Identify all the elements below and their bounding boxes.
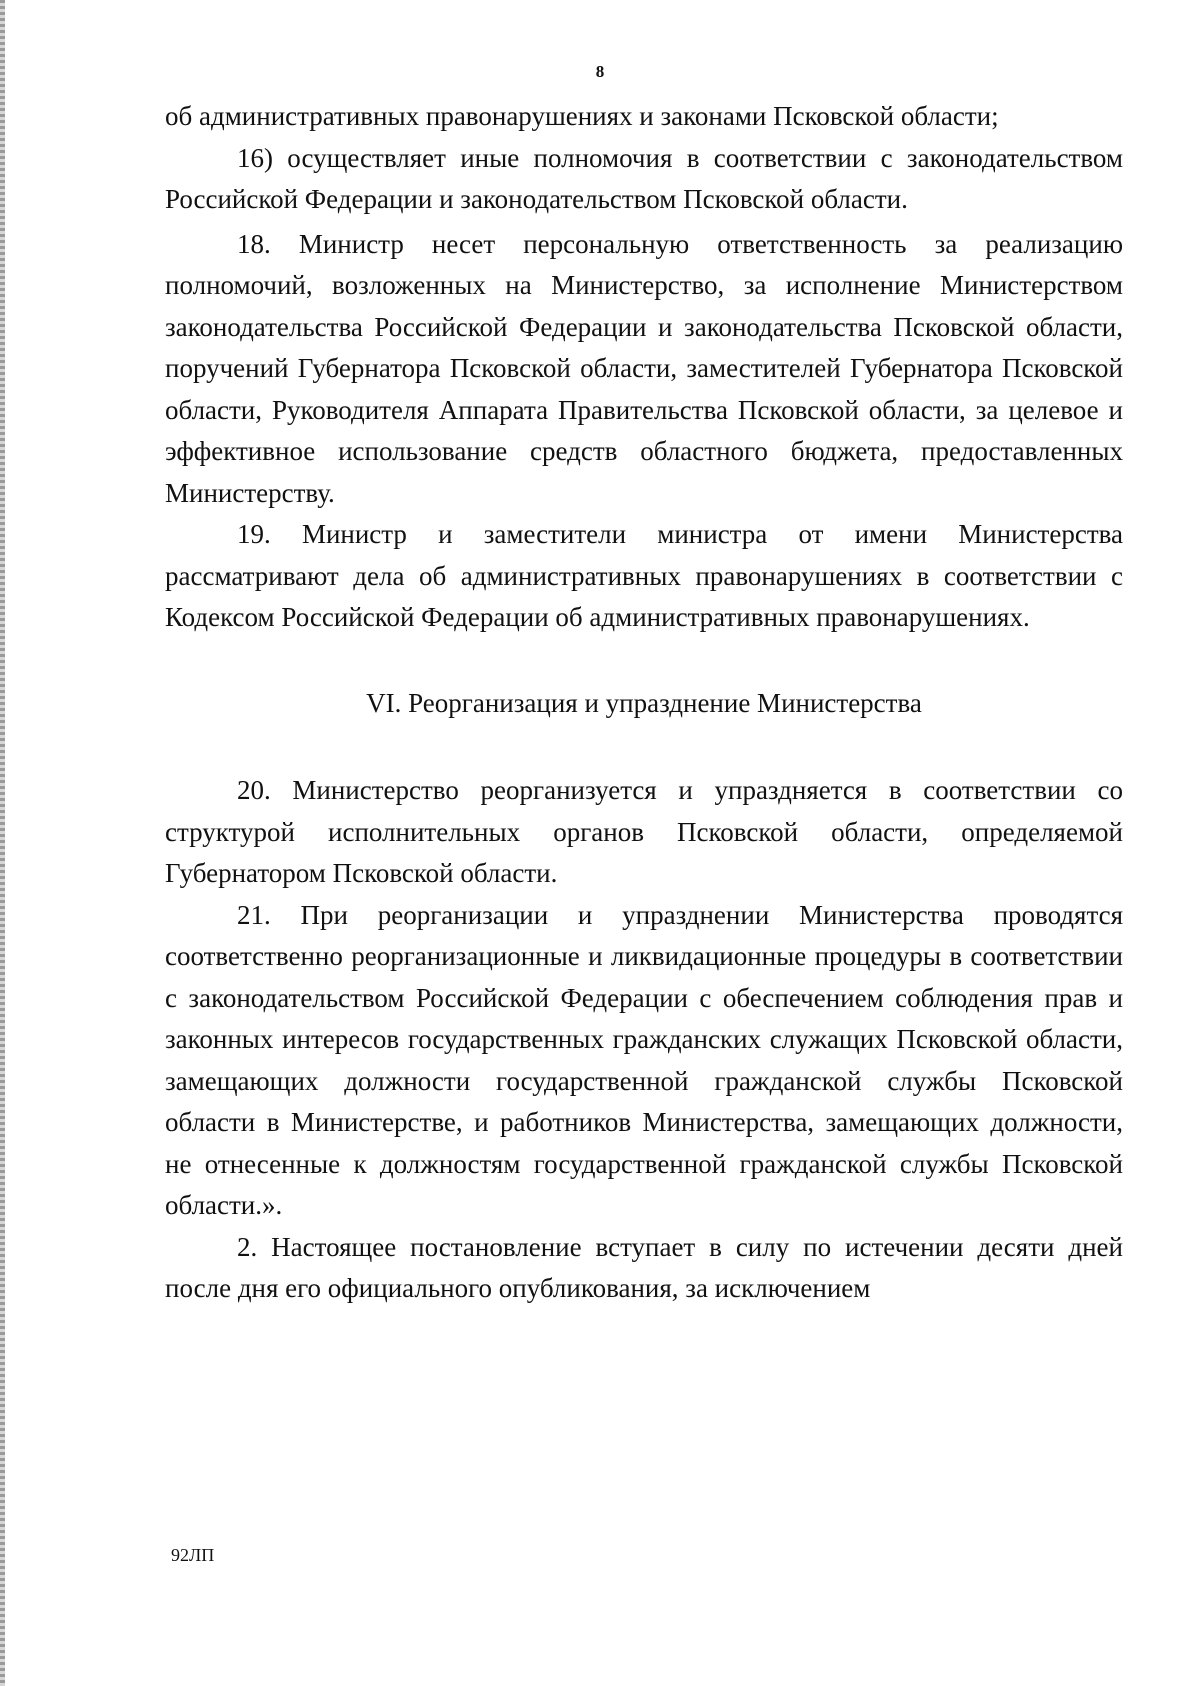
- paragraph-continuation: об административных правонарушениях и законами Псковской области;: [165, 101, 999, 131]
- paragraph-18: 18. Министр несет персональную ответственность за реализацию полномочий, возложенных на Министерство, за исполнение Министерством законодательства Российской Федерации и законодательства Псковской области, поручений Губернатора Псковской области, заместителей Губернатора Псковской области, Руководителя Аппарата Правительства Псковской области, за целевое и эффективное использование средств областного бюджета, предоставленных Министерству.: [165, 228, 1123, 508]
- document-body: [165, 96, 1123, 1310]
- paragraph-item-16: 16) осуществляет иные полномочия в соответствии с законодательством Российской Федерации и законодательством Псковской области.: [165, 142, 1123, 214]
- paragraph-20: 20. Министерство реорганизуется и упраздняется в соответствии со структурой исполнительных органов Псковской области, определяемой Губернатором Псковской области.: [165, 775, 1123, 888]
- scan-edge-artifact: [0, 0, 5, 1686]
- paragraph-2-effective-date: 2. Настоящее постановление вступает в силу по истечении десяти дней после дня его официального опубликования, за исключением: [165, 1231, 1123, 1303]
- page-number: 8: [595, 62, 605, 81]
- section-heading: VI. Реорганизация и упразднение Министерства: [366, 687, 922, 718]
- paragraph-21: 21. При реорганизации и упразднении Министерства проводятся соответственно реорганизационные и ликвидационные процедуры в соответствии с законодательством Российской Федерации с обеспечением соблюдения прав и законных интересов государственных гражданских служащих Псковской области, замещающих должности государственной гражданской службы Псковской области в Министерстве, и работников Министерства, замещающих должности, не отнесенные к должностям государственной гражданской службы Псковской области.».: [165, 899, 1123, 1220]
- paragraph-19: 19. Министр и заместители министра от имени Министерства рассматривают дела об административных правонарушениях в соответствии с Кодексом Российской Федерации об административных правонарушениях.: [165, 519, 1123, 632]
- document-code: 92ЛП: [171, 1545, 215, 1565]
